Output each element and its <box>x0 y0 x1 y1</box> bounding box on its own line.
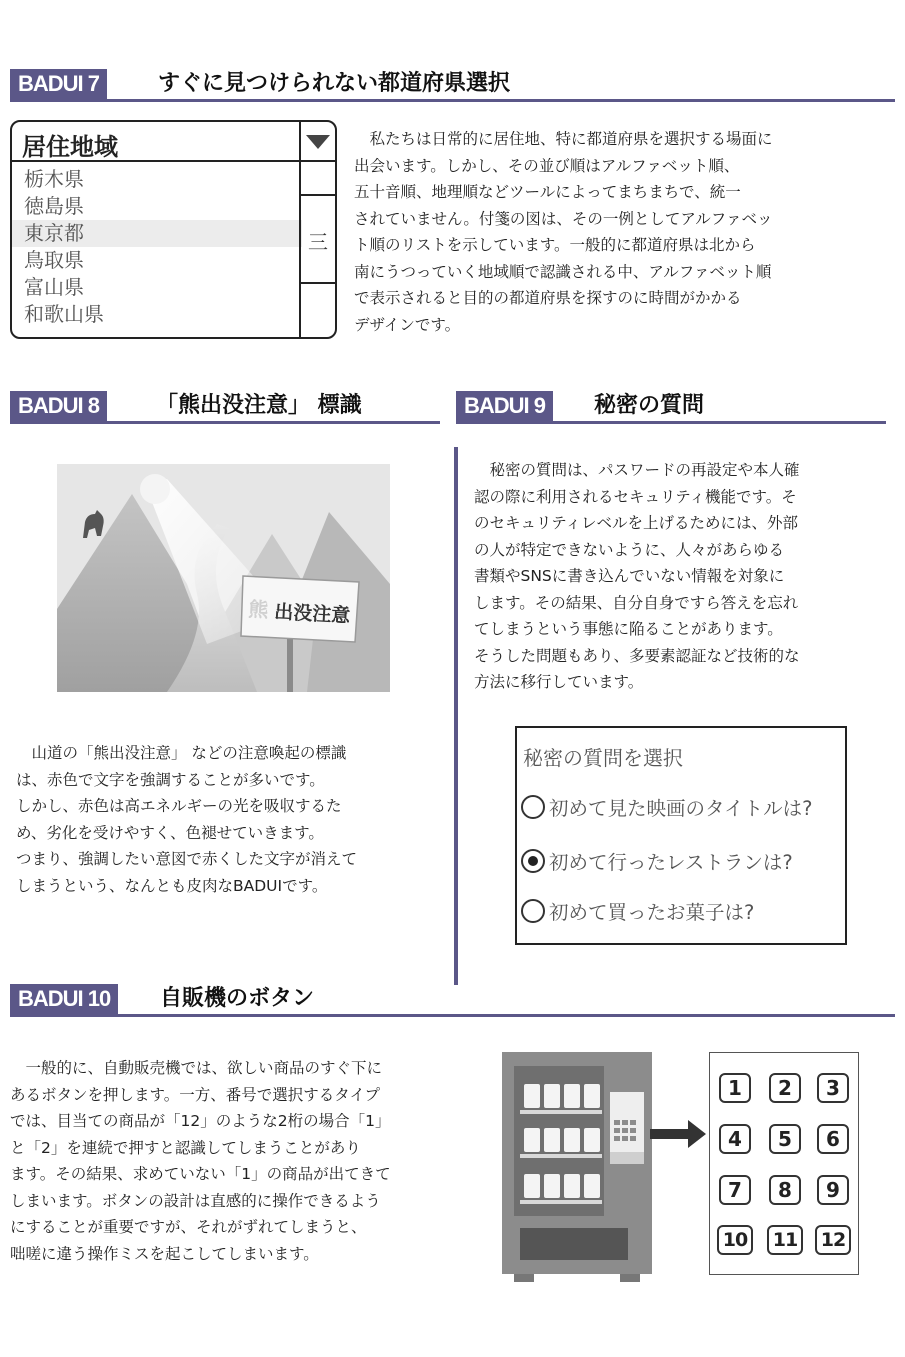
text-line: デザインです。 <box>354 315 461 334</box>
question-option-3[interactable] <box>521 898 754 924</box>
text-line: 咄嗟に違う操作ミスを起こしてしまいます。 <box>10 1244 319 1263</box>
select-header[interactable] <box>12 122 335 162</box>
section-10-title: 自販機のボタン <box>160 986 315 1011</box>
section-8-text <box>16 740 357 899</box>
column-divider <box>454 447 458 985</box>
text-line: 私たちは日常的に居住地、特に都道府県を選択する場面に <box>354 130 773 148</box>
text-line: しまいます。ボタンの設計は直感的に操作できるよう <box>10 1191 381 1210</box>
section-7-tag: BADUI 7 <box>10 69 107 99</box>
sign-text: 出没注意 <box>273 601 351 627</box>
section-7-title: すぐに見つけられない都道府県選択 <box>158 71 511 96</box>
radio-button-selected[interactable] <box>521 849 545 873</box>
text-line: は、赤色で文字を強調することが多いです。 <box>16 770 325 789</box>
question-label: 初めて行ったレストランは? <box>549 851 793 874</box>
key-9[interactable]: 9 <box>817 1175 849 1205</box>
sun <box>140 474 170 504</box>
text-line: では、目当ての商品が「12」のような2桁の場合「1」 <box>10 1112 391 1130</box>
select-option[interactable]: 富山県 <box>24 275 84 299</box>
key-8[interactable]: 8 <box>769 1175 801 1205</box>
section-9-title: 秘密の質問 <box>594 393 705 418</box>
question-option-2[interactable] <box>521 848 793 874</box>
section-10-tag: BADUI 10 <box>10 984 118 1014</box>
text-line: 秘密の質問は、パスワードの再設定や本人確 <box>474 461 800 479</box>
text-line: 出会います。しかし、その並び順はアルファベット順、 <box>354 156 740 175</box>
section-7-text <box>354 126 773 338</box>
text-line: 南にうつっていく地域順で認識される中、アルファベット順 <box>354 262 772 281</box>
grip-icon: 三 <box>308 230 328 254</box>
text-line: 方法に移行しています。 <box>474 673 644 691</box>
text-line: されていません。付箋の図は、その一例としてアルファベッ <box>354 209 773 228</box>
prefecture-select[interactable] <box>10 120 337 339</box>
text-line: ト順のリストを示しています。一般的に都道府県は北から <box>354 236 756 254</box>
section-8-header <box>10 388 440 424</box>
text-line: 認の際に利用されるセキュリティ機能です。そ <box>474 487 797 506</box>
text-line: つまり、強調したい意図で赤くした文字が消えて <box>16 850 358 868</box>
section-9-text <box>474 457 800 696</box>
text-line: そうした問題もあり、多要素認証など技術的な <box>474 646 800 665</box>
text-line: しまうという、なんとも皮肉なBADUIです。 <box>16 876 328 895</box>
section-7-header <box>10 66 895 102</box>
scrollbar-thumb[interactable] <box>301 194 335 284</box>
text-line: 書類やSNSに書き込んでいない情報を対象に <box>474 567 785 585</box>
question-label: 初めて買ったお菓子は? <box>549 901 755 924</box>
text-line: と「2」を連続で押すと認識してしまうことがあり <box>10 1138 361 1157</box>
text-line: 五十音順、地理順などツールによってまちまちで、統一 <box>354 183 741 201</box>
radio-button[interactable] <box>521 899 545 923</box>
scrollbar-track[interactable] <box>299 162 335 339</box>
section-9-header <box>456 388 886 424</box>
key-1[interactable]: 1 <box>719 1073 751 1103</box>
radio-button[interactable] <box>521 795 545 819</box>
key-2[interactable]: 2 <box>769 1073 801 1103</box>
key-4[interactable]: 4 <box>719 1124 751 1154</box>
text-line: にすることが重要ですが、それがずれてしまうと、 <box>10 1218 367 1236</box>
text-line: しかし、赤色は高エネルギーの光を吸収するた <box>16 797 342 815</box>
question-title: 秘密の質問を選択 <box>523 746 683 770</box>
key-7[interactable]: 7 <box>719 1175 751 1205</box>
vending-keypad <box>709 1052 859 1275</box>
text-line: てしまうという事態に陥ることがあります。 <box>474 620 783 638</box>
section-8-tag: BADUI 8 <box>10 391 107 421</box>
text-line: します。その結果、自分自身ですら答えを忘れ <box>474 593 799 612</box>
section-10-header <box>10 981 895 1017</box>
vending-machine-illustration <box>502 1052 707 1282</box>
section-8-title: 「熊出没注意」 標識 <box>156 393 362 418</box>
text-line: で表示されると目的の都道府県を探すのに時間がかかる <box>354 289 742 307</box>
select-option-highlighted[interactable]: 東京都 <box>12 220 302 247</box>
question-label: 初めて見た映画のタイトルは? <box>549 797 813 820</box>
text-line: のセキュリティレベルを上げるためには、外部 <box>474 514 798 532</box>
secret-question-form <box>515 726 847 945</box>
key-5[interactable]: 5 <box>769 1124 801 1154</box>
select-toggle[interactable] <box>299 122 335 160</box>
chevron-down-icon <box>306 135 330 149</box>
text-line: の人が特定できないように、人々があらゆる <box>474 540 785 559</box>
text-line: あるボタンを押します。一方、番号で選択するタイプ <box>10 1085 380 1104</box>
key-6[interactable]: 6 <box>817 1124 849 1154</box>
key-12[interactable]: 12 <box>815 1225 851 1255</box>
select-options <box>12 166 302 328</box>
arrow-right-icon <box>650 1120 706 1148</box>
select-option[interactable]: 鳥取県 <box>24 248 84 272</box>
key-10[interactable]: 10 <box>717 1225 753 1255</box>
select-option[interactable]: 徳島県 <box>24 194 84 218</box>
select-label: 居住地域 <box>22 133 118 161</box>
text-line: め、劣化を受けやすく、色褪せていきます。 <box>16 823 324 842</box>
section-10-text <box>10 1055 391 1267</box>
text-line: ます。その結果、求めていない「1」の商品が出てきて <box>10 1165 391 1183</box>
select-option[interactable]: 栃木県 <box>24 167 84 191</box>
key-11[interactable]: 11 <box>767 1225 803 1255</box>
select-option[interactable]: 和歌山県 <box>24 302 104 326</box>
bear-warning-illustration <box>57 464 390 692</box>
text-line: 一般的に、自動販売機では、欲しい商品のすぐ下に <box>10 1059 383 1077</box>
question-option-1[interactable] <box>521 794 812 820</box>
key-3[interactable]: 3 <box>817 1073 849 1103</box>
sign-faded-char: 熊 <box>247 597 269 623</box>
section-9-tag: BADUI 9 <box>456 391 553 421</box>
text-line: 山道の「熊出没注意」 などの注意喚起の標識 <box>16 744 347 762</box>
